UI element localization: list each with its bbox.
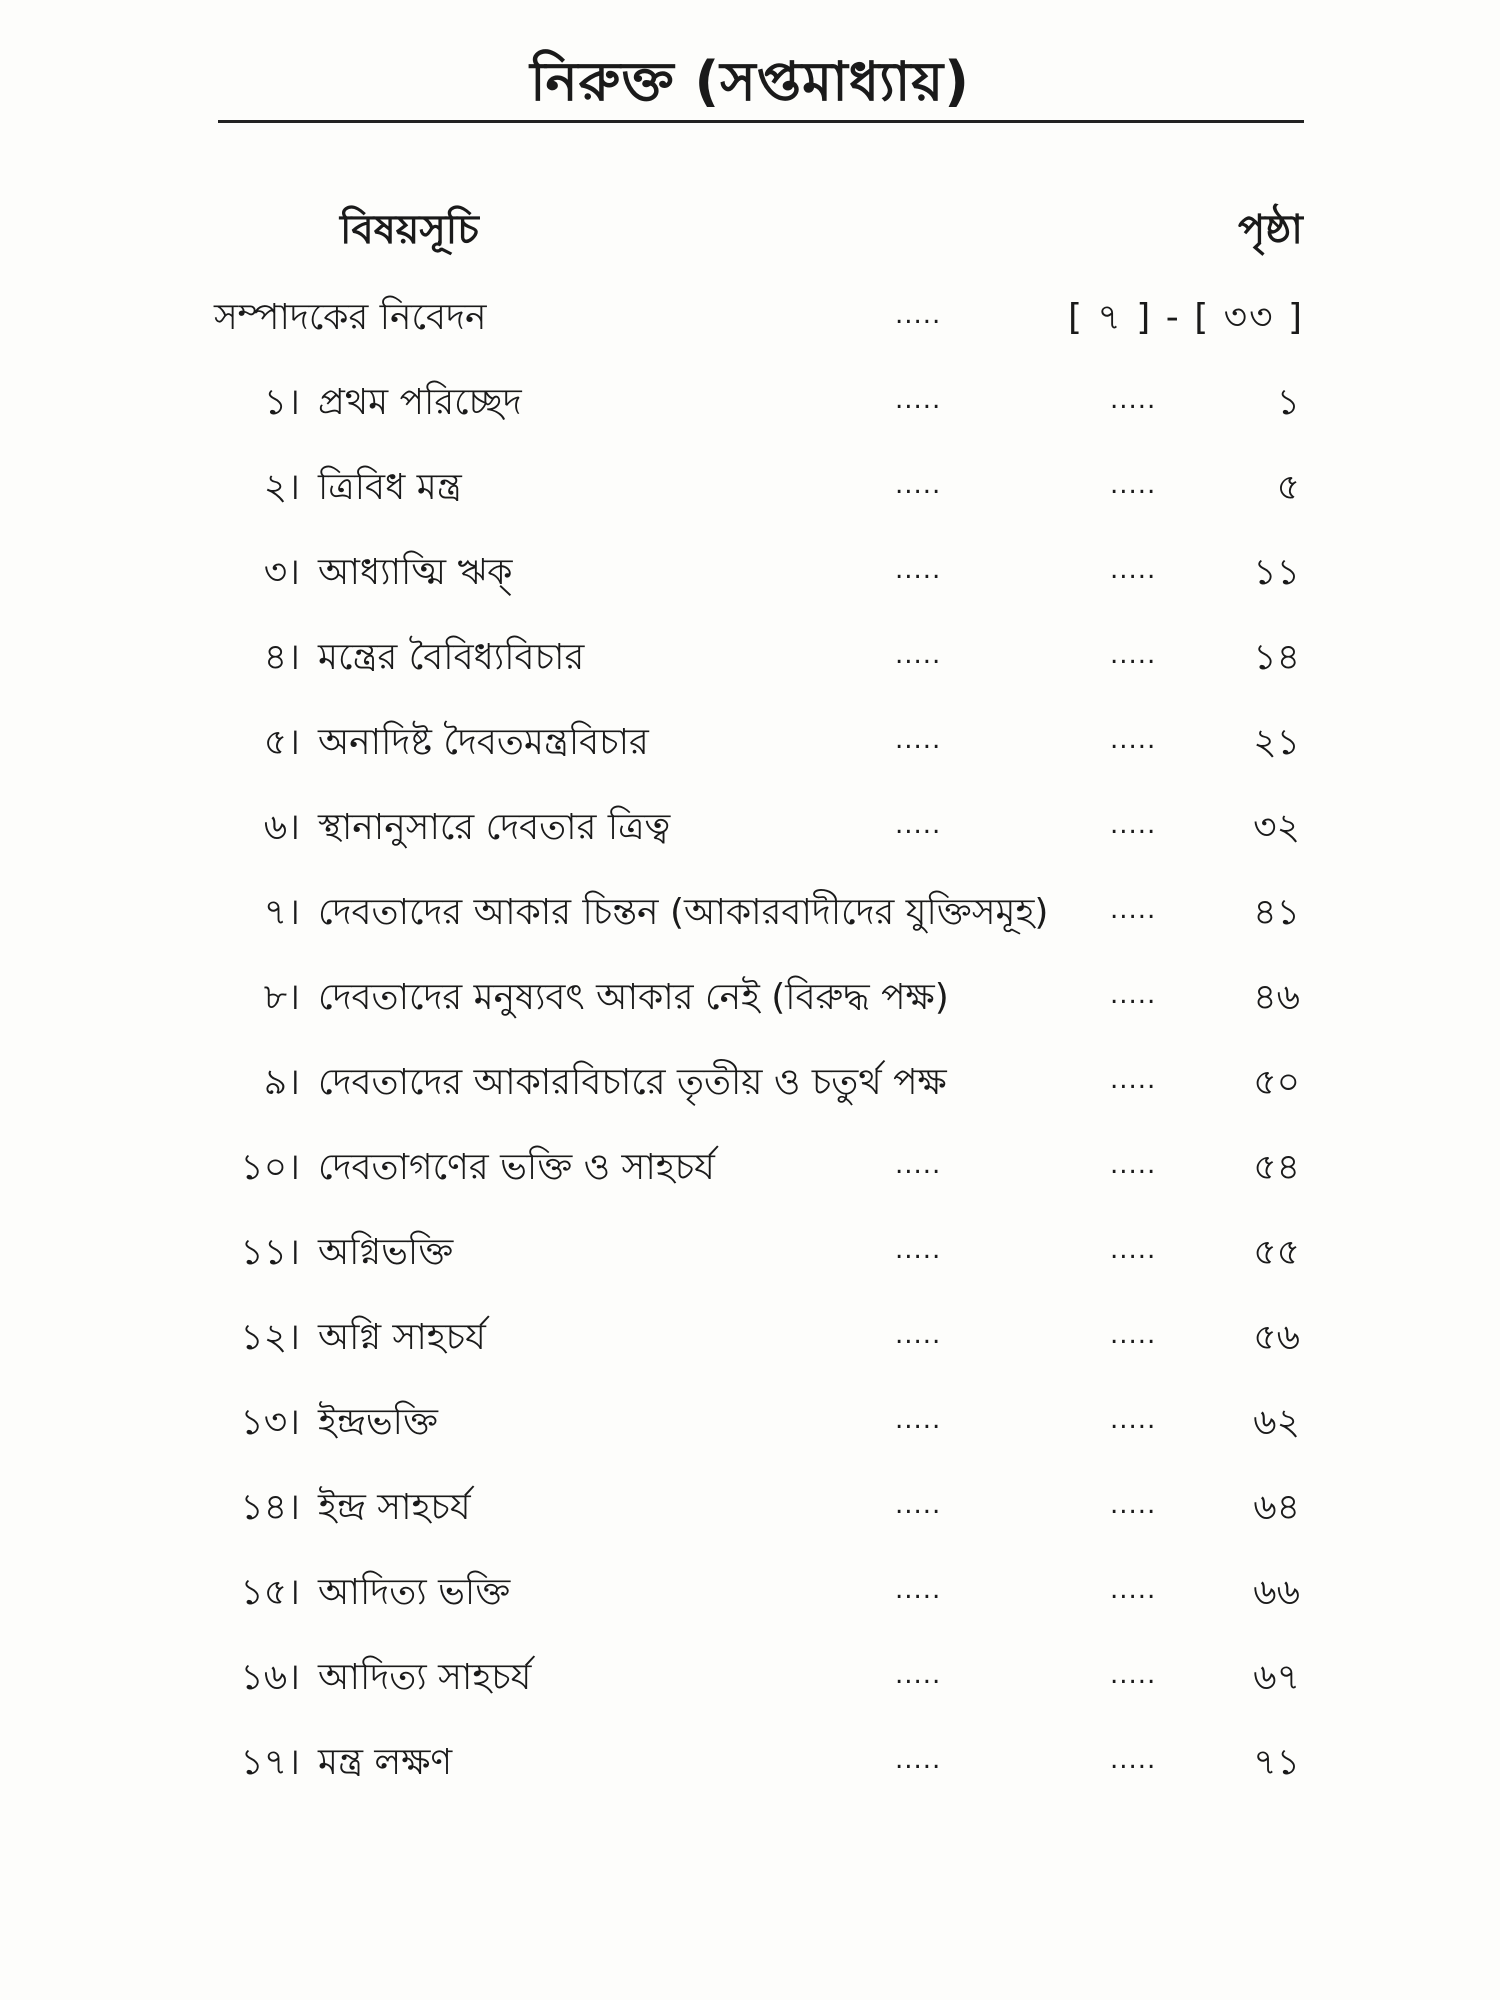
toc-page: ৭১	[1253, 1742, 1300, 1783]
toc-page: ৫৬	[1253, 1317, 1300, 1358]
toc-row	[0, 1395, 1500, 1455]
toc-leader-dots: .....	[895, 1320, 942, 1350]
toc-row	[0, 375, 1500, 435]
toc-row	[0, 1140, 1500, 1200]
toc-page: [ ৭ ] - [ ৩৩ ]	[1067, 297, 1304, 338]
toc-page: ৫	[1276, 467, 1300, 508]
toc-leader-dots: .....	[1110, 555, 1157, 585]
toc-row	[0, 630, 1500, 690]
toc-page: ৬৭	[1253, 1657, 1300, 1698]
toc-label: দেবতাদের আকার চিন্তন (আকারবাদীদের যুক্তিসমূহ)	[318, 892, 1049, 933]
toc-leader-dots: .....	[1110, 1490, 1157, 1520]
toc-leader-dots: .....	[895, 555, 942, 585]
toc-page: ১১	[1253, 552, 1300, 593]
toc-label: ত্রিবিধ মন্ত্র	[318, 467, 462, 508]
toc-leader-dots: .....	[1110, 640, 1157, 670]
toc-leader-dots: .....	[895, 1235, 942, 1265]
toc-leader-dots: .....	[1110, 1405, 1157, 1435]
toc-page: ৬৪	[1253, 1487, 1300, 1528]
toc-number: ১৪।	[240, 1487, 300, 1528]
toc-label: অগ্নিভক্তি	[318, 1232, 454, 1273]
toc-leader-dots: .....	[1110, 1320, 1157, 1350]
toc-leader-dots: .....	[895, 1575, 942, 1605]
toc-label: দেবতাদের আকারবিচারে তৃতীয় ও চতুর্থ পক্ষ	[318, 1062, 947, 1103]
toc-leader-dots: .....	[1110, 725, 1157, 755]
toc-number: ১২।	[240, 1317, 300, 1358]
toc-leader-dots: .....	[1110, 1150, 1157, 1180]
toc-leader-dots: .....	[895, 1745, 942, 1775]
page-title: নিরুক্ত (সপ্তমাধ্যায়)	[530, 50, 970, 113]
toc-row	[0, 1055, 1500, 1115]
toc-label: মন্ত্র লক্ষণ	[318, 1742, 453, 1783]
toc-page: ৫৪	[1253, 1147, 1300, 1188]
toc-label: ইন্দ্রভক্তি	[318, 1402, 438, 1443]
toc-row	[0, 1650, 1500, 1710]
toc-number: ১৭।	[240, 1742, 300, 1783]
toc-leader-dots: .....	[1110, 810, 1157, 840]
toc-page: ৫৫	[1253, 1232, 1300, 1273]
toc-label: সম্পাদকের নিবেদন	[214, 297, 487, 338]
toc-number: ৫।	[263, 722, 300, 763]
toc-leader-dots: .....	[895, 725, 942, 755]
toc-leader-dots: .....	[1110, 1745, 1157, 1775]
toc-number: ২।	[263, 467, 300, 508]
toc-leader-dots: .....	[1110, 1660, 1157, 1690]
toc-leader-dots: .....	[1110, 980, 1157, 1010]
toc-number: ১০।	[240, 1147, 300, 1188]
toc-page: ৬২	[1253, 1402, 1300, 1443]
toc-label: স্থানানুসারে দেবতার ত্রিত্ব	[318, 807, 671, 848]
toc-number: ৮।	[263, 977, 300, 1018]
toc-page: ৬৬	[1253, 1572, 1300, 1613]
toc-row	[0, 1480, 1500, 1540]
toc-leader-dots: .....	[895, 810, 942, 840]
toc-leader-dots: .....	[1110, 1575, 1157, 1605]
toc-leader-dots: .....	[895, 1405, 942, 1435]
toc-leader-dots: .....	[895, 1490, 942, 1520]
toc-page: ৪৬	[1253, 977, 1300, 1018]
toc-label: অনাদিষ্ট দৈবতমন্ত্রবিচার	[318, 722, 649, 763]
toc-row-preface	[0, 290, 1500, 350]
toc-label: দেবতাগণের ভক্তি ও সাহচর্য	[318, 1147, 715, 1188]
toc-row	[0, 460, 1500, 520]
toc-label: অগ্নি সাহচর্য	[318, 1317, 486, 1358]
toc-row	[0, 885, 1500, 945]
toc-number: ৬।	[263, 807, 300, 848]
toc-label: ইন্দ্র সাহচর্য	[318, 1487, 471, 1528]
toc-leader-dots: .....	[895, 1660, 942, 1690]
toc-leader-dots: .....	[895, 640, 942, 670]
toc-leader-dots: .....	[1110, 895, 1157, 925]
toc-page: ১	[1276, 382, 1300, 423]
toc-number: ১১।	[240, 1232, 300, 1273]
toc-leader-dots: .....	[1110, 1235, 1157, 1265]
page-column-heading: পৃষ্ঠা	[1238, 207, 1303, 253]
toc-number: ৯।	[263, 1062, 300, 1103]
contents-heading: বিষয়সূচি	[340, 207, 479, 253]
toc-page: ৪১	[1253, 892, 1300, 933]
toc-number: ৪।	[263, 637, 300, 678]
toc-label: আদিত্য ভক্তি	[318, 1572, 511, 1613]
toc-row	[0, 715, 1500, 775]
toc-row	[0, 800, 1500, 860]
toc-number: ১৬।	[240, 1657, 300, 1698]
toc-number: ৭।	[263, 892, 300, 933]
toc-label: আদিত্য সাহচর্য	[318, 1657, 532, 1698]
toc-number: ১।	[263, 382, 300, 423]
toc-leader-dots: .....	[1110, 385, 1157, 415]
toc-row	[0, 970, 1500, 1030]
toc-row	[0, 1565, 1500, 1625]
toc-row	[0, 1735, 1500, 1795]
toc-row	[0, 1225, 1500, 1285]
toc-page: ১৪	[1253, 637, 1300, 678]
toc-leader-dots: .....	[895, 385, 942, 415]
toc-leader-dots: .....	[895, 1150, 942, 1180]
toc-page: ২১	[1253, 722, 1300, 763]
title-rule	[218, 120, 1304, 123]
toc-leader-dots: .....	[895, 470, 942, 500]
toc-page: ৫০	[1253, 1062, 1300, 1103]
toc-row	[0, 545, 1500, 605]
toc-leader-dots: .....	[895, 300, 942, 330]
toc-page: ৩২	[1253, 807, 1300, 848]
toc-number: ১৩।	[240, 1402, 300, 1443]
toc-label: দেবতাদের মনুষ্যবৎ আকার নেই (বিরুদ্ধ পক্ষ)	[318, 977, 949, 1018]
toc-leader-dots: .....	[1110, 1065, 1157, 1095]
toc-number: ৩।	[263, 552, 300, 593]
toc-number: ১৫।	[240, 1572, 300, 1613]
toc-row	[0, 1310, 1500, 1370]
toc-label: প্রথম পরিচ্ছেদ	[318, 382, 522, 423]
toc-leader-dots: .....	[1110, 470, 1157, 500]
toc-label: মন্ত্রের বৈবিধ্যবিচার	[318, 637, 585, 678]
toc-label: আধ্যাত্মি ঋক্	[318, 552, 513, 593]
